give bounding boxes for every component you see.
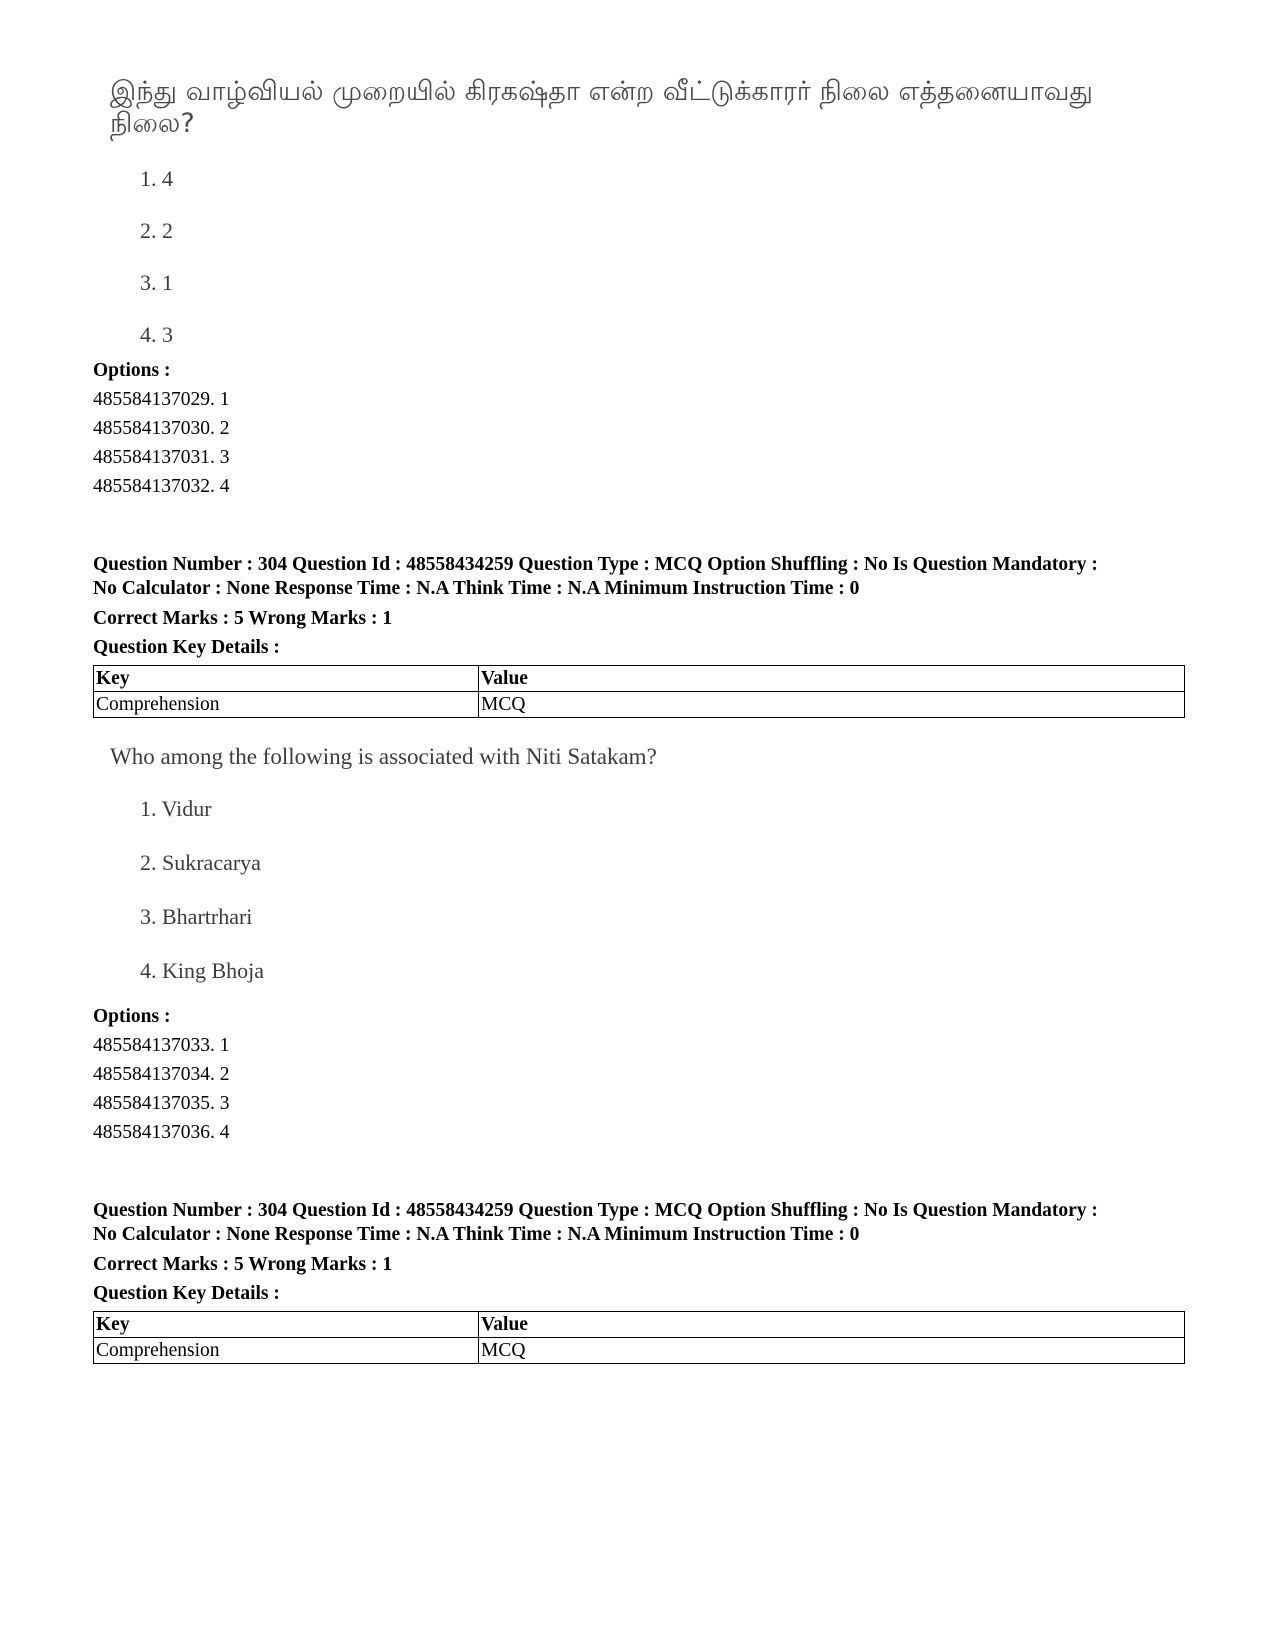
option-item: 485584137032. 4 xyxy=(93,476,230,497)
options-label: Options : xyxy=(93,1006,171,1027)
meta-line-2: No Calculator : None Response Time : N.A Think Time : N.A Minimum Instruction Time : 0 xyxy=(93,578,860,599)
key-details-table xyxy=(93,1311,1185,1364)
header-key: Key xyxy=(94,666,479,692)
question-meta xyxy=(93,553,1203,601)
options-label: Options : xyxy=(93,360,171,381)
choice-2: 2. 2 xyxy=(140,218,173,243)
meta-line-1: Question Number : 304 Question Id : 48558434259 Question Type : MCQ Option Shuffling : No Is Question Mandatory : xyxy=(93,554,1098,575)
cell-value: MCQ xyxy=(479,692,1185,718)
choice-3: 3. Bhartrhari xyxy=(140,904,253,929)
key-details-label: Question Key Details : xyxy=(93,637,280,658)
cell-key: Comprehension xyxy=(94,692,479,718)
option-item: 485584137035. 3 xyxy=(93,1093,230,1114)
cell-value: MCQ xyxy=(479,1338,1185,1364)
option-item: 485584137031. 3 xyxy=(93,447,230,468)
header-value: Value xyxy=(479,1312,1185,1338)
table-row xyxy=(94,1338,1185,1364)
header-value: Value xyxy=(479,666,1185,692)
option-item: 485584137036. 4 xyxy=(93,1122,230,1143)
option-item: 485584137034. 2 xyxy=(93,1064,230,1085)
meta-line-2: No Calculator : None Response Time : N.A Think Time : N.A Minimum Instruction Time : 0 xyxy=(93,1224,860,1245)
choice-4: 4. King Bhoja xyxy=(140,958,265,983)
choice-4: 4. 3 xyxy=(140,322,173,347)
marks-line: Correct Marks : 5 Wrong Marks : 1 xyxy=(93,1254,393,1275)
meta-line-1: Question Number : 304 Question Id : 48558434259 Question Type : MCQ Option Shuffling : No Is Question Mandatory : xyxy=(93,1200,1098,1221)
marks-line: Correct Marks : 5 Wrong Marks : 1 xyxy=(93,608,393,629)
table-header-row xyxy=(94,1312,1185,1338)
choice-3: 3. 1 xyxy=(140,270,173,295)
table-row xyxy=(94,692,1185,718)
choice-1: 1. Vidur xyxy=(140,796,212,821)
key-details-table xyxy=(93,665,1185,718)
option-item: 485584137030. 2 xyxy=(93,418,230,439)
cell-key: Comprehension xyxy=(94,1338,479,1364)
choice-2: 2. Sukracarya xyxy=(140,850,261,875)
question-text-tamil: இந்து வாழ்வியல் முறையில் கிரகஷ்தா என்ற வீட்டுக்காரர் நிலை எத்தனையாவது நிலை? xyxy=(110,76,1093,139)
option-item: 485584137033. 1 xyxy=(93,1035,230,1056)
key-details-label: Question Key Details : xyxy=(93,1283,280,1304)
question-meta xyxy=(93,1199,1203,1247)
header-key: Key xyxy=(94,1312,479,1338)
table-header-row xyxy=(94,666,1185,692)
question-text-english: Who among the following is associated with Niti Satakam? xyxy=(110,744,657,769)
option-item: 485584137029. 1 xyxy=(93,389,230,410)
options-list xyxy=(93,1002,230,1147)
choice-1: 1. 4 xyxy=(140,166,173,191)
options-list xyxy=(93,356,230,501)
